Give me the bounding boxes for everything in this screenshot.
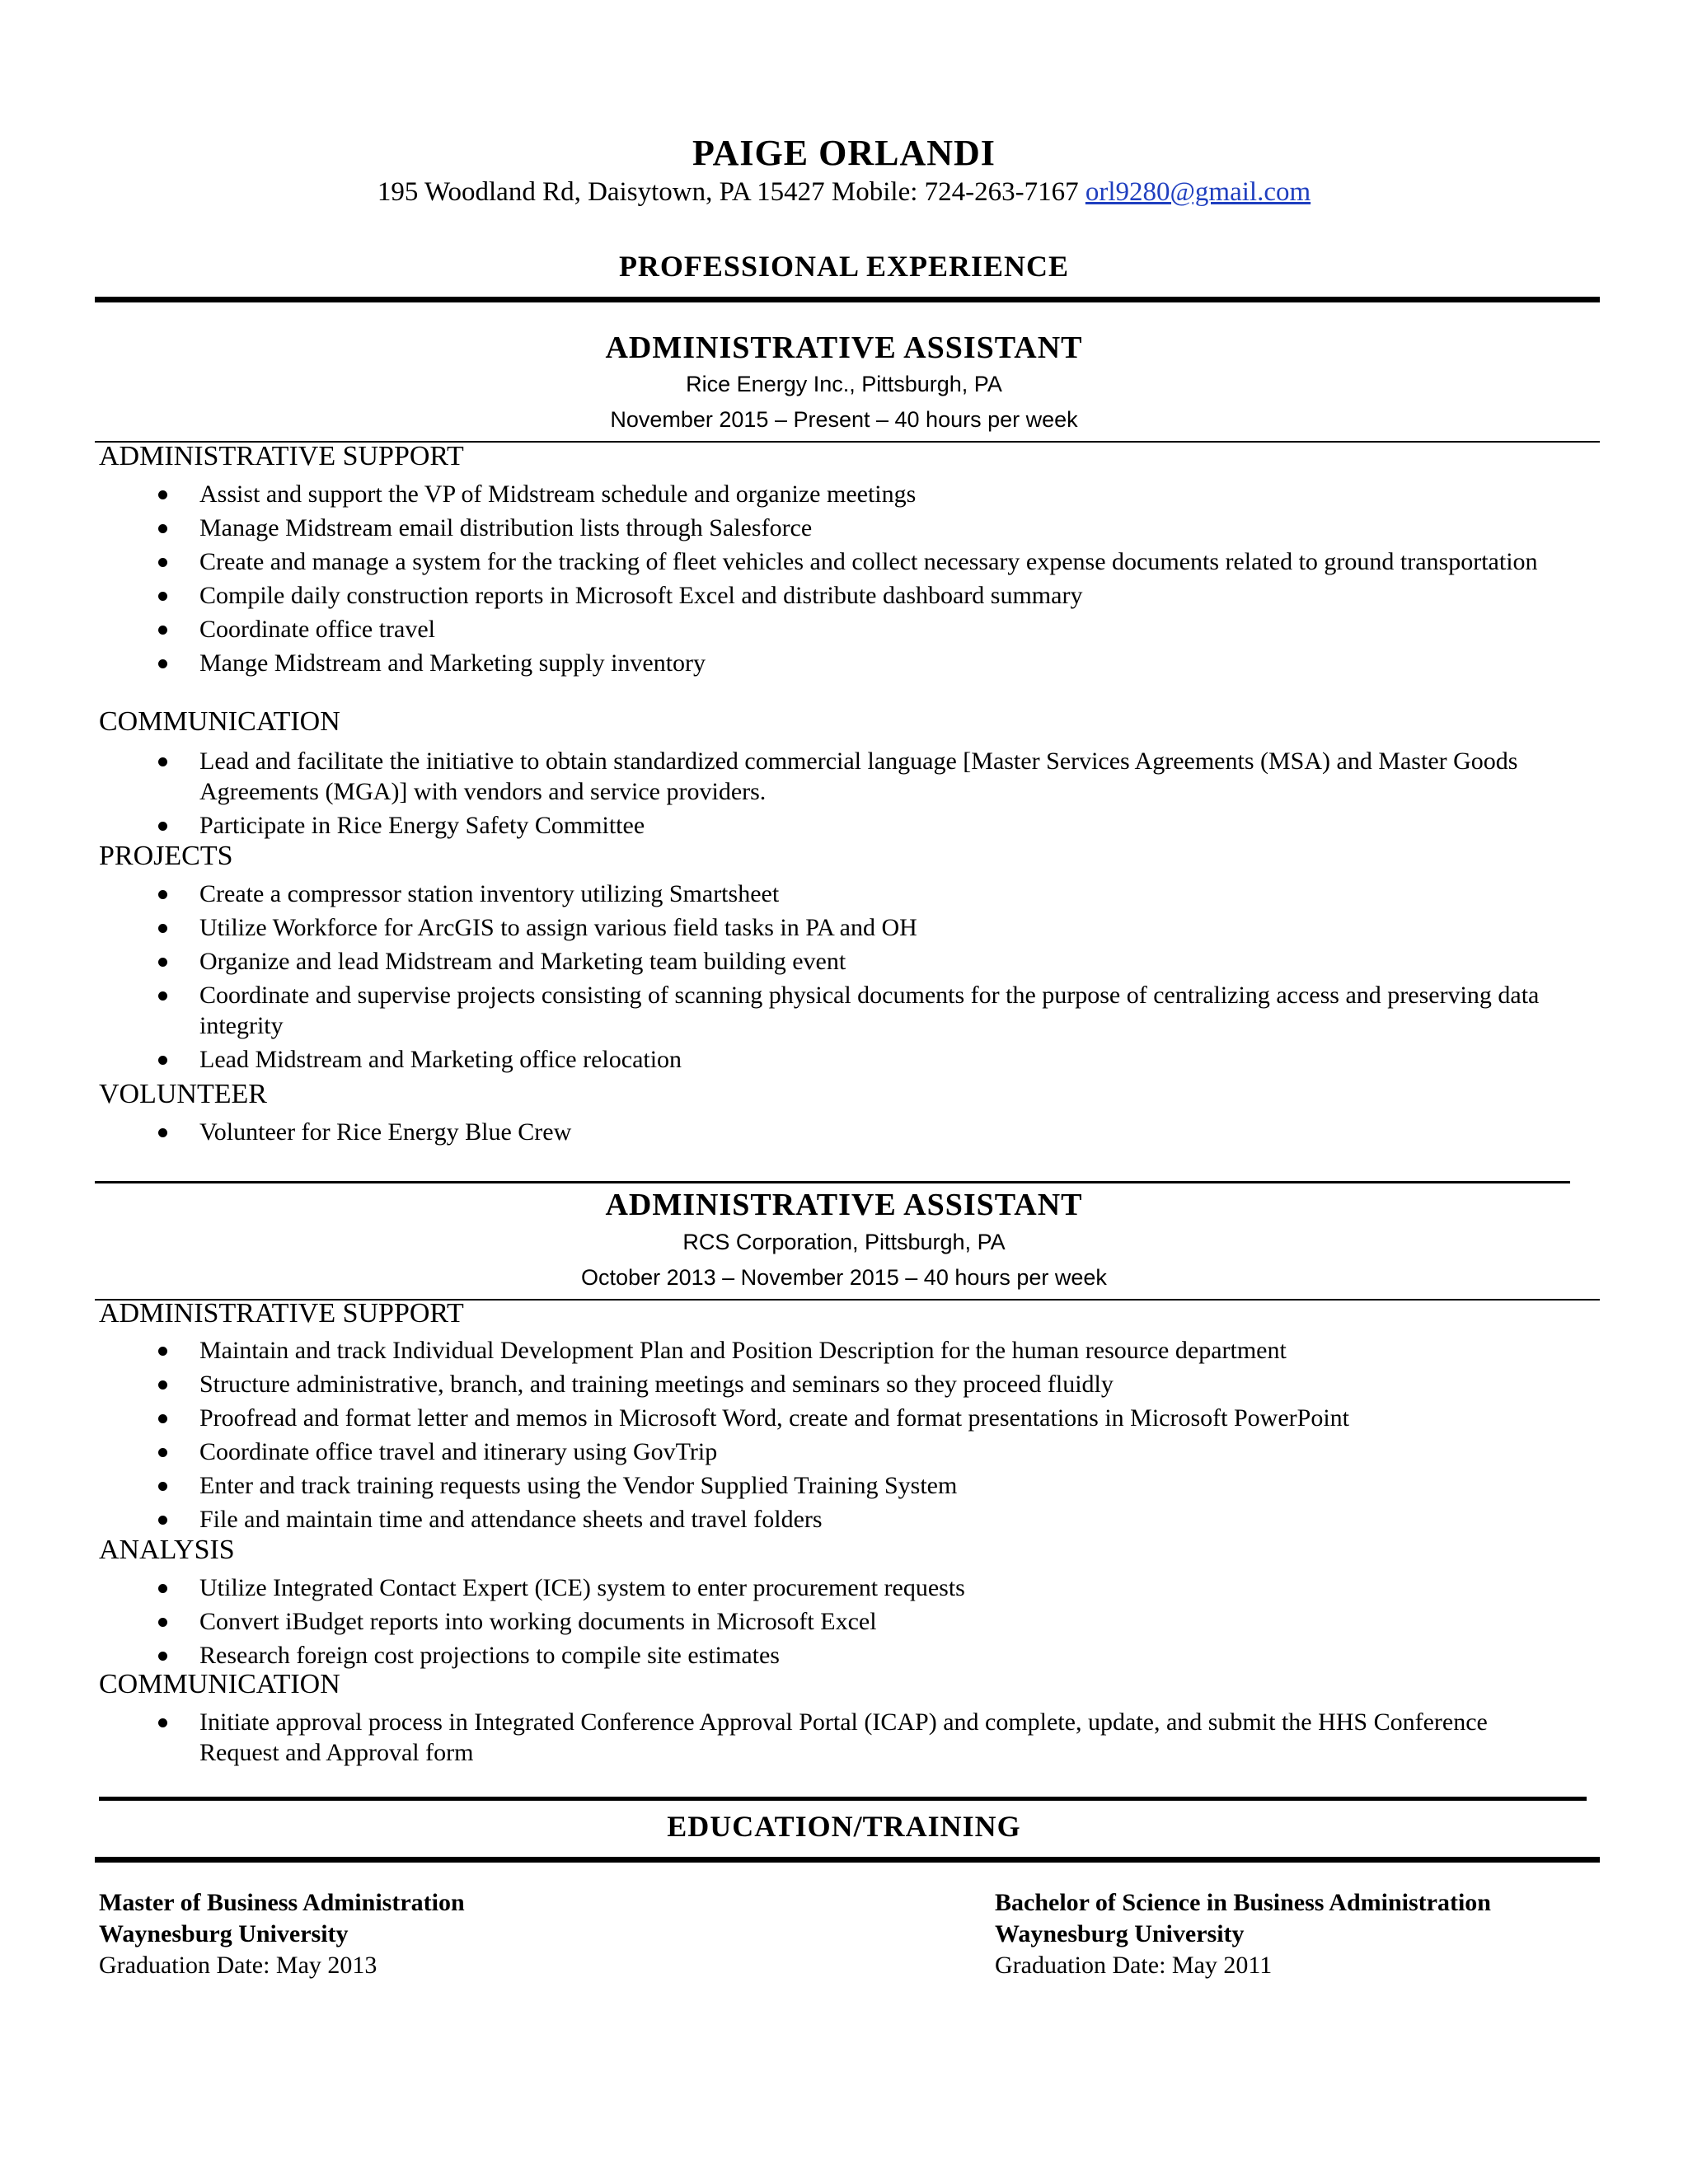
list-item <box>99 648 1566 678</box>
list-item <box>99 879 1566 909</box>
list-item <box>99 980 1566 1041</box>
bullet-text: Structure administrative, branch, and training meetings and seminars so they proceed fluidly <box>199 1371 1114 1398</box>
bullet-text: Create a compressor station inventory utilizing Smartsheet <box>199 880 780 907</box>
degree-name: Master of Business Administration <box>99 1889 465 1916</box>
bullet-icon <box>158 1380 167 1390</box>
experience-divider <box>95 297 1600 302</box>
bullet-text: File and maintain time and attendance sheets and travel folders <box>199 1506 823 1533</box>
list-item <box>99 1403 1566 1433</box>
list-item <box>99 1436 1566 1467</box>
school-name: Waynesburg University <box>99 1920 349 1947</box>
job-dates: November 2015 – Present – 40 hours per week <box>610 407 1078 432</box>
bullet-text: Utilize Workforce for ArcGIS to assign various field tasks in PA and OH <box>199 914 917 941</box>
bullet-icon <box>158 1056 167 1065</box>
bullet-text: Lead Midstream and Marketing office relocation <box>199 1046 682 1073</box>
bullet-text: Proofread and format letter and memos in Microsoft Word, create and format presentations in Microsoft PowerPoint <box>199 1404 1349 1432</box>
list-item <box>99 1044 1566 1075</box>
bullet-icon <box>158 1718 167 1727</box>
email-link[interactable]: orl9280@gmail.com <box>1085 177 1311 207</box>
graduation-date: Graduation Date: May 2011 <box>995 1952 1273 1979</box>
job-dates: October 2013 – November 2015 – 40 hours per week <box>581 1265 1107 1290</box>
bullet-icon <box>158 490 167 499</box>
list-item <box>99 946 1566 977</box>
candidate-name: PAIGE ORLANDI <box>692 133 996 173</box>
list-item <box>99 546 1566 577</box>
bullet-icon <box>158 1584 167 1593</box>
bullet-list <box>99 1572 1566 1674</box>
bullet-icon <box>158 626 167 635</box>
category-heading: COMMUNICATION <box>99 1669 340 1699</box>
bullet-icon <box>158 924 167 933</box>
bullet-list <box>99 746 1566 844</box>
job-company: RCS Corporation, Pittsburgh, PA <box>682 1230 1006 1254</box>
category-heading: COMMUNICATION <box>99 706 340 737</box>
bullet-text: Research foreign cost projections to compile site estimates <box>199 1642 780 1669</box>
bullet-text: Create and manage a system for the tracking of fleet vehicles and collect necessary expense documents related to ground transportation <box>199 548 1538 575</box>
category-heading: PROJECTS <box>99 841 233 871</box>
bullet-text: Enter and track training requests using the Vendor Supplied Training System <box>199 1472 958 1499</box>
bullet-icon <box>158 524 167 533</box>
category-heading: ADMINISTRATIVE SUPPORT <box>99 1298 464 1329</box>
bullet-icon <box>158 1482 167 1491</box>
address-text: 195 Woodland Rd, Daisytown, PA 15427 Mobile: 724-263-7167 <box>377 177 1079 207</box>
bullet-text: Utilize Integrated Contact Expert (ICE) system to enter procurement requests <box>199 1574 965 1601</box>
bullet-text: Maintain and track Individual Development Plan and Position Description for the human resource department <box>199 1337 1287 1364</box>
bullet-text: Manage Midstream email distribution lists through Salesforce <box>199 514 813 541</box>
education-divider <box>95 1857 1600 1863</box>
list-item <box>99 513 1566 543</box>
bullet-text: Initiate approval process in Integrated Conference Approval Portal (ICAP) and complete, update, and submit the HHS Conference Request and Approval form <box>199 1708 1488 1766</box>
bullet-list <box>99 479 1566 682</box>
list-item <box>99 580 1566 611</box>
bullet-list <box>99 879 1566 1078</box>
graduation-date: Graduation Date: May 2013 <box>99 1952 377 1979</box>
list-item <box>99 1606 1566 1637</box>
contact-line <box>0 177 1688 208</box>
experience-section-title: PROFESSIONAL EXPERIENCE <box>618 250 1070 283</box>
bullet-text: Participate in Rice Energy Safety Committee <box>199 812 645 839</box>
bullet-text: Compile daily construction reports in Microsoft Excel and distribute dashboard summary <box>199 582 1083 609</box>
list-item <box>99 1504 1566 1535</box>
list-item <box>99 746 1566 807</box>
bullet-text: Coordinate and supervise projects consisting of scanning physical documents for the purpose of centralizing access and preserving data integrity <box>199 982 1540 1039</box>
list-item <box>99 1640 1566 1671</box>
bullet-text: Lead and facilitate the initiative to obtain standardized commercial language [Master Services Agreements (MSA) and Master Goods Agreements (MGA)] with vendors and service providers. <box>199 748 1518 805</box>
list-item <box>99 1572 1566 1603</box>
school-name: Waynesburg University <box>995 1920 1245 1947</box>
degree-name: Bachelor of Science in Business Administration <box>995 1889 1491 1916</box>
bullet-icon <box>158 1414 167 1423</box>
bullet-icon <box>158 1516 167 1525</box>
job-title: ADMINISTRATIVE ASSISTANT <box>605 330 1083 365</box>
bullet-icon <box>158 958 167 967</box>
bullet-icon <box>158 1652 167 1661</box>
bullet-text: Volunteer for Rice Energy Blue Crew <box>199 1118 572 1146</box>
bullet-text: Coordinate office travel <box>199 616 435 643</box>
education-top-rule <box>99 1797 1587 1801</box>
bullet-text: Assist and support the VP of Midstream schedule and organize meetings <box>199 480 917 508</box>
bullet-icon <box>158 558 167 567</box>
bullet-icon <box>158 1618 167 1627</box>
bullet-icon <box>158 757 167 766</box>
job-separator <box>95 1181 1570 1183</box>
education-section-title: EDUCATION/TRAINING <box>667 1810 1021 1843</box>
education-entry <box>99 1887 465 1981</box>
category-heading: VOLUNTEER <box>99 1079 267 1109</box>
list-item <box>99 614 1566 644</box>
education-entry <box>995 1887 1491 1981</box>
bullet-text: Organize and lead Midstream and Marketing team building event <box>199 948 846 975</box>
job-title: ADMINISTRATIVE ASSISTANT <box>605 1188 1083 1222</box>
bullet-icon <box>158 822 167 831</box>
bullet-icon <box>158 1347 167 1356</box>
list-item <box>99 479 1566 509</box>
list-item <box>99 912 1566 943</box>
list-item <box>99 810 1566 841</box>
bullet-icon <box>158 592 167 601</box>
bullet-text: Convert iBudget reports into working documents in Microsoft Excel <box>199 1608 877 1635</box>
bullet-icon <box>158 890 167 899</box>
list-item <box>99 1707 1566 1768</box>
bullet-icon <box>158 991 167 1001</box>
list-item <box>99 1335 1566 1366</box>
list-item <box>99 1470 1566 1501</box>
bullet-text: Coordinate office travel and itinerary using GovTrip <box>199 1438 718 1465</box>
bullet-text: Mange Midstream and Marketing supply inventory <box>199 649 706 677</box>
bullet-list <box>99 1335 1566 1538</box>
bullet-list <box>99 1117 1566 1151</box>
category-heading: ANALYSIS <box>99 1535 235 1565</box>
list-item <box>99 1369 1566 1399</box>
job-company: Rice Energy Inc., Pittsburgh, PA <box>686 372 1002 396</box>
list-item <box>99 1117 1566 1147</box>
category-heading: ADMINISTRATIVE SUPPORT <box>99 441 464 471</box>
bullet-list <box>99 1707 1566 1771</box>
bullet-icon <box>158 1448 167 1457</box>
bullet-icon <box>158 659 167 668</box>
bullet-icon <box>158 1128 167 1137</box>
